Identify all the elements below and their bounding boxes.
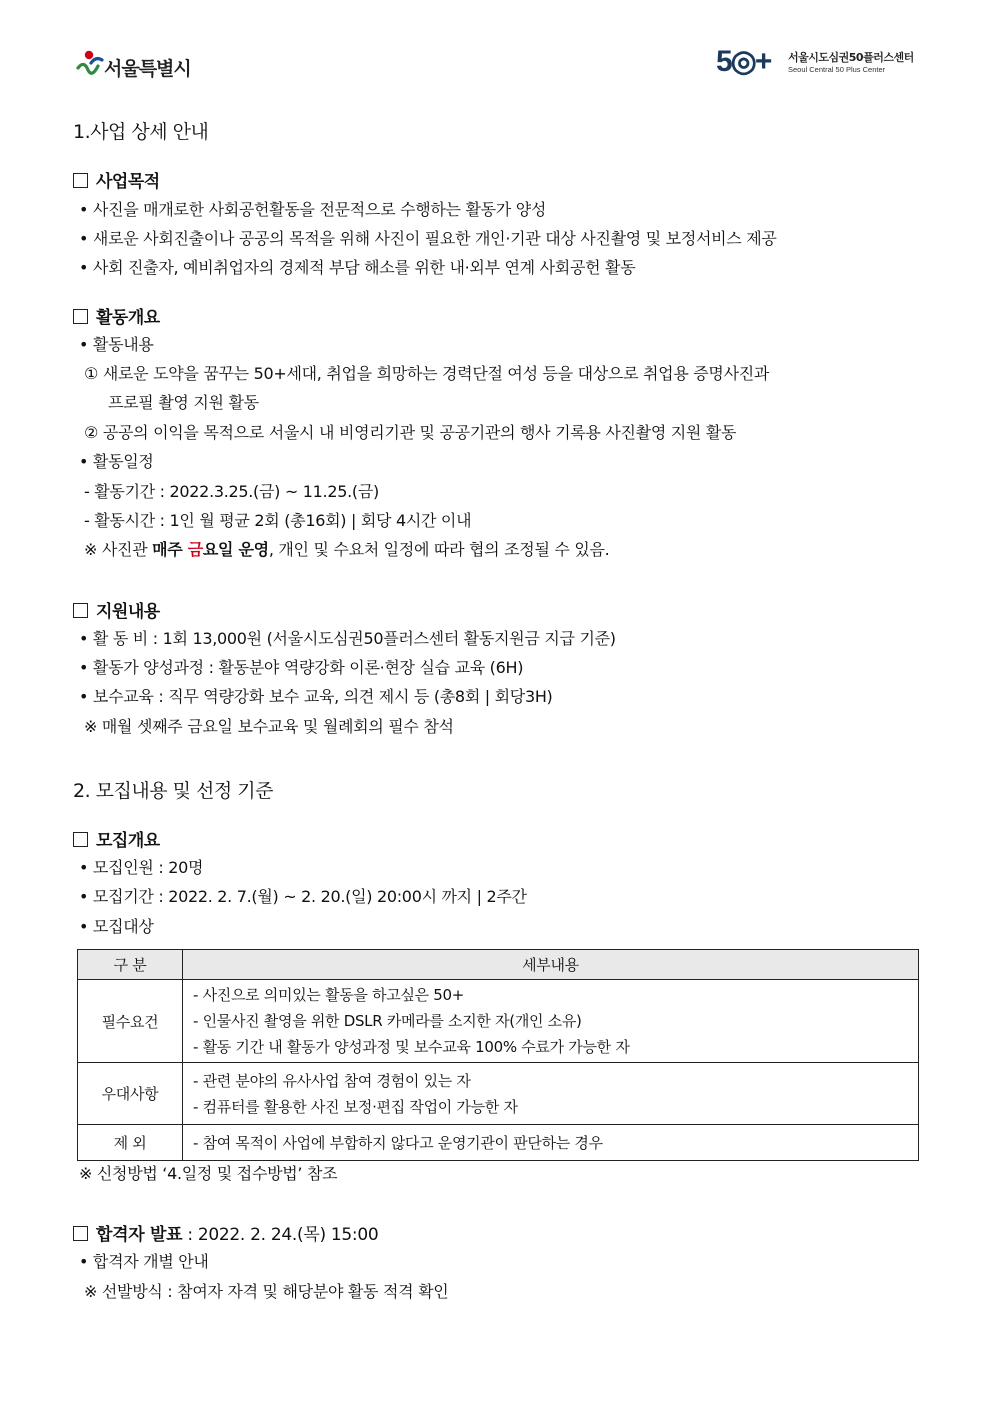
schedule-note: ※ 사진관 매주 금요일 운영, 개인 및 수요처 일정에 따라 협의 조정될 수 있음. (84, 540, 610, 559)
section1-title: 1.사업 상세 안내 (73, 121, 209, 143)
row-label: 우대사항 (78, 1063, 183, 1125)
purpose-item: • 새로운 사회진출이나 공공의 목적을 위해 사진이 필요한 개인·기관 대상 사진촬영 및 보정서비스 제공 (79, 229, 777, 248)
row-details (183, 1125, 919, 1161)
apply-method-note: ※ 신청방법 ‘4.일정 및 접수방법’ 참조 (79, 1164, 338, 1183)
activity-item-1: ① 새로운 도약을 꿈꾸는 50+세대, 취업을 희망하는 경력단절 여성 등을 대상으로 취업용 증명사진과 (84, 364, 770, 383)
announce-notice: • 합격자 개별 안내 (79, 1252, 209, 1271)
row-label: 제 외 (78, 1125, 183, 1161)
center-name-en: Seoul Central 50 Plus Center (788, 65, 886, 74)
detail-line: - 인물사진 촬영을 위한 DSLR 카메라를 소지한 자(개인 소유) (193, 1012, 582, 1030)
support-item: • 활 동 비 : 1회 13,000원 (서울시도심권50플러스센터 활동지원금 지급 기준) (79, 629, 616, 648)
detail-line: - 활동 기간 내 활동가 양성과정 및 보수교육 100% 수료가 가능한 자 (193, 1038, 630, 1056)
purpose-heading: 사업목적 (73, 167, 160, 192)
detail-line: - 사진으로 의미있는 활동을 하고싶은 50+ (193, 986, 465, 1004)
activity-hours: - 활동시간 : 1인 월 평균 2회 (총16회) | 회당 4시간 이내 (84, 511, 472, 530)
support-heading: 지원내용 (73, 597, 160, 622)
detail-line: - 관련 분야의 유사사업 참여 경험이 있는 자 (193, 1071, 471, 1090)
announce-heading: 합격자 발표 : 2022. 2. 24.(목) 15:00 (73, 1220, 378, 1245)
seoul-symbol-icon (74, 46, 108, 80)
section2-title: 2. 모집내용 및 선정 기준 (73, 780, 273, 802)
purpose-item: • 사진을 매개로한 사회공헌활동을 전문적으로 수행하는 활동가 양성 (79, 200, 547, 219)
purpose-item: • 사회 진출자, 예비취업자의 경제적 부담 해소를 위한 내·외부 연계 사회공헌 활동 (79, 258, 636, 277)
table-header-cell: 세부내용 (183, 950, 919, 980)
checkbox-square-icon (73, 309, 88, 324)
recruit-count: • 모집인원 : 20명 (79, 858, 204, 877)
recruit-target-label: • 모집대상 (79, 917, 154, 936)
recruit-criteria-table (77, 949, 919, 1161)
table-header-row (78, 950, 919, 980)
table-row (78, 1063, 919, 1125)
detail-line: - 참여 목적이 사업에 부합하지 않다고 운영기관이 판단하는 경우 (193, 1133, 603, 1152)
activity-item-1-cont: 프로필 촬영 지원 활동 (108, 393, 259, 412)
center-logo (716, 44, 926, 80)
detail-line: - 컴퓨터를 활용한 사진 보정·편집 작업이 가능한 자 (193, 1097, 518, 1116)
activity-content-label: • 활동내용 (79, 335, 154, 354)
checkbox-square-icon (73, 1226, 88, 1241)
table-row (78, 1125, 919, 1161)
fifty-plus-mark: 5◎+ (716, 45, 771, 78)
table-row (78, 980, 919, 1063)
row-label: 필수요건 (78, 980, 183, 1063)
support-item: • 보수교육 : 직무 역량강화 보수 교육, 의견 제시 등 (총8회 | 회당3H) (79, 687, 553, 706)
support-note: ※ 매월 셋째주 금요일 보수교육 및 월례회의 필수 참석 (84, 717, 454, 736)
seoul-logo-text: 서울특별시 (104, 58, 191, 80)
recruit-heading: 모집개요 (73, 826, 160, 851)
checkbox-square-icon (73, 173, 88, 188)
activity-item-2: ② 공공의 이익을 목적으로 서울시 내 비영리기관 및 공공기관의 행사 기록용 사진촬영 지원 활동 (84, 423, 737, 442)
checkbox-square-icon (73, 832, 88, 847)
support-item: • 활동가 양성과정 : 활동분야 역량강화 이론·현장 실습 교육 (6H) (79, 658, 524, 677)
checkbox-square-icon (73, 603, 88, 618)
row-details (183, 1063, 919, 1125)
center-name-ko: 서울시도심권50플러스센터 (788, 51, 914, 64)
recruit-period: • 모집기간 : 2022. 2. 7.(월) ~ 2. 20.(일) 20:00시 까지 | 2주간 (79, 887, 527, 906)
activity-schedule-label: • 활동일정 (79, 452, 154, 471)
activity-period: - 활동기간 : 2022.3.25.(금) ~ 11.25.(금) (84, 482, 379, 501)
table-header-cell: 구 분 (78, 950, 183, 980)
overview-heading: 활동개요 (73, 303, 160, 328)
selection-note: ※ 선발방식 : 참여자 자격 및 해당분야 활동 적격 확인 (84, 1282, 449, 1301)
row-details (183, 980, 919, 1063)
